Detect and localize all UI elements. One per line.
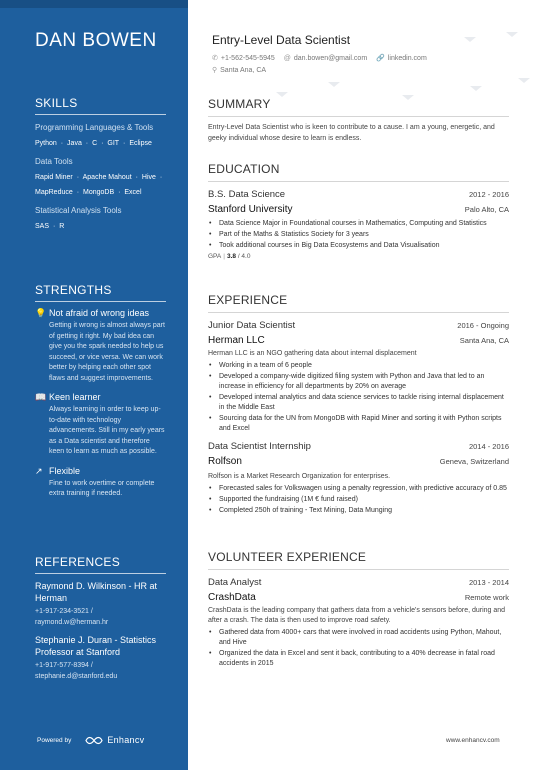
volunteer-dates: 2013 - 2014 [468, 578, 509, 587]
reference-email[interactable]: raymond.w@herman.hr [35, 618, 109, 626]
skill-tag: GIT [107, 140, 120, 147]
list-item: • Working in a team of 6 people [208, 361, 509, 371]
list-item: • Developed a company-wide digitized filing system with Python and Java that led to an increase in efficiency for all departments by 20% on average [208, 372, 509, 392]
chevron-decoration [506, 32, 518, 37]
experience-section [208, 293, 509, 517]
school-location: Palo Alto, CA [464, 205, 509, 214]
reference-contact [35, 661, 166, 682]
strength-description: Fine to work overtime or complete extra training if needed. [49, 479, 155, 497]
link-icon: 🔗 [376, 55, 385, 62]
gpa-separator: | [223, 253, 225, 260]
degree: B.S. Data Science [208, 189, 286, 200]
reference-item [35, 634, 166, 682]
reference-contact [35, 607, 166, 628]
skill-separator: · [101, 140, 104, 147]
enhancv-logo[interactable] [85, 735, 144, 745]
list-item: • Sourcing data for the UN from MongoDB with Rapid Miner and sorting it with Python scripts and Excel [208, 414, 509, 434]
list-item: • Developed internal analytics and data science services to tackle rising internal displacement in the Middle East [208, 393, 509, 413]
education-section [208, 162, 509, 260]
list-item: • Supported the fundraising (1M € fund raised) [208, 495, 509, 505]
skill-separator: · [60, 140, 64, 147]
school-name: Stanford University [208, 204, 293, 215]
volunteer-org: CrashData [208, 592, 256, 603]
phone-icon: ✆ [212, 55, 218, 62]
job-role: Data Scientist Internship [208, 441, 311, 452]
list-item: • Part of the Maths & Statistics Society for 3 years [208, 230, 509, 240]
strength-item [35, 392, 166, 458]
skills-title: SKILLS [35, 96, 166, 115]
education-dates: 2012 - 2016 [468, 190, 509, 199]
skill-tag: Rapid Miner [35, 174, 73, 181]
company-description: Herman LLC is an NGO gathering data about internal displacement [208, 350, 417, 357]
volunteer-section [208, 550, 509, 670]
job-location: Santa Ana, CA [459, 336, 509, 345]
footer-url[interactable]: www.enhancv.com [446, 737, 500, 744]
summary-title: SUMMARY [208, 97, 509, 117]
gpa-label: GPA [208, 253, 222, 260]
gpa [208, 253, 509, 260]
strength-description: Always learning in order to keep up-to-date with technology advancements. Still in my early years as a Data scientist and therefore keen to learn as much as possible. [49, 406, 165, 455]
skill-separator: · [52, 223, 56, 230]
job-bullets [208, 484, 509, 516]
sidebar [0, 0, 188, 770]
volunteer-role: Data Analyst [208, 577, 262, 588]
reference-email[interactable]: stephanie.d@stanford.edu [35, 672, 118, 680]
linkedin-contact[interactable] [376, 53, 427, 65]
strengths-title: STRENGTHS [35, 283, 166, 302]
job-location: Geneva, Switzerland [439, 457, 509, 466]
skill-tag: MapReduce [35, 189, 73, 196]
job-title: Entry-Level Data Scientist [212, 33, 351, 47]
chevron-decoration [470, 86, 482, 91]
location-contact [212, 65, 266, 77]
skill-tag: Eclipse [129, 140, 152, 147]
job-dates: 2014 - 2016 [468, 442, 509, 451]
share-icon: ↗ [35, 465, 43, 476]
strength-item [35, 308, 166, 384]
phone-text: +1-562-545-5945 [220, 55, 275, 62]
strength-title: Keen learner [49, 392, 101, 402]
strength-description: Getting it wrong is almost always part of getting it right. My bad idea can give you the spark needed to help us succeed, or vice versa. We can work better by helping each other spot flaws and suggest improvements. [49, 322, 165, 382]
skill-group-title: Statistical Analysis Tools [35, 206, 122, 215]
skill-separator: · [118, 189, 121, 196]
skill-tag: Hive [141, 174, 156, 181]
contact-info [212, 53, 436, 77]
references-section [35, 555, 166, 688]
skill-tag: SAS [35, 223, 50, 230]
enhancv-brand: Enhancv [107, 735, 145, 745]
list-item: • Gathered data from 4000+ cars that were involved in road accidents using Python, Mahout, and Hive [208, 628, 509, 648]
references-title: REFERENCES [35, 555, 166, 574]
powered-by [37, 735, 144, 745]
skill-line [35, 188, 166, 198]
volunteer-title: VOLUNTEER EXPERIENCE [208, 550, 509, 570]
skill-group [35, 122, 166, 149]
job-role: Junior Data Scientist [208, 320, 296, 331]
skill-tag: MongoDB [83, 189, 115, 196]
location-pin-icon: ⚲ [212, 67, 218, 74]
skill-separator: · [76, 174, 80, 181]
volunteer-description: CrashData is the leading company that gathers data from a vehicle's sensors before, during and after a crash. The data is then used to improve road safety. [208, 607, 506, 624]
gpa-value: 3.8 [226, 253, 236, 260]
skill-separator: · [123, 140, 126, 147]
skill-group [35, 205, 166, 232]
strength-item [35, 466, 166, 500]
volunteer-location: Remote work [464, 593, 509, 602]
experience-title: EXPERIENCE [208, 293, 509, 313]
skill-line [35, 173, 166, 183]
skill-group-title: Programming Languages & Tools [35, 123, 154, 132]
at-icon: @ [283, 55, 291, 62]
lightbulb-icon: 💡 [35, 308, 47, 318]
skill-tag: Excel [124, 189, 142, 196]
skill-group-title: Data Tools [35, 157, 73, 166]
linkedin-text: linkedin.com [387, 55, 427, 62]
reference-item [35, 580, 166, 628]
strength-title: Flexible [49, 465, 81, 476]
skills-section [35, 96, 166, 237]
summary-section [208, 97, 509, 144]
email-text: dan.bowen@gmail.com [293, 55, 368, 62]
reference-name: Stephanie J. Duran - Statistics Professor at Stanford [35, 635, 157, 657]
skill-tag: Apache Mahout [82, 174, 132, 181]
list-item: • Took additional courses in Big Data Ecosystems and Data Visualisation [208, 241, 509, 251]
skill-tag: R [59, 223, 65, 230]
chevron-decoration [328, 82, 340, 87]
chevron-decoration [464, 37, 476, 42]
powered-by-label: Powered by [37, 736, 72, 744]
list-item: • Organized the data in Excel and sent it back, contributing to a 40% decrease in fatal road accidents in 2015 [208, 649, 509, 669]
experience-entry [208, 440, 509, 516]
company-description: Rolfson is a Market Research Organization for enterprises. [208, 473, 391, 480]
location-text: Santa Ana, CA [220, 67, 267, 74]
phone-contact[interactable] [212, 53, 275, 65]
skill-group [35, 156, 166, 198]
list-item: • Data Science Major in Foundational courses in Mathematics, Computing and Statistics [208, 219, 509, 229]
enhancv-logo-icon [85, 736, 103, 745]
chevron-decoration [518, 78, 530, 83]
skill-separator: · [76, 189, 80, 196]
summary-text: Entry-Level Data Scientist who is keen to contribute to a cause. I am a young, energetic, and geeky individual whose desire to learn is endless. [208, 124, 495, 142]
list-item: • Completed 250h of training - Text Mining, Data Munging [208, 506, 509, 516]
skill-line [35, 139, 166, 149]
skill-separator: · [135, 174, 138, 181]
skill-separator: · [159, 174, 163, 181]
company-name: Rolfson [208, 456, 242, 467]
gpa-max: / 4.0 [237, 253, 251, 260]
skill-line [35, 222, 166, 232]
reference-phone: +1-917-234-3521 / [35, 608, 93, 615]
strengths-section [35, 283, 166, 508]
candidate-name: DAN BOWEN [35, 30, 157, 51]
reference-phone: +1-917-577-8394 / [35, 662, 93, 669]
strength-title: Not afraid of wrong ideas [49, 308, 150, 318]
education-title: EDUCATION [208, 162, 509, 182]
email-contact[interactable] [284, 53, 367, 65]
book-icon: 📖 [35, 392, 47, 402]
volunteer-bullets [208, 628, 509, 669]
list-item: • Forecasted sales for Volkswagen using a penalty regression, with predictive accuracy of 0.85 [208, 484, 509, 494]
reference-name: Raymond D. Wilkinson - HR at Herman [35, 581, 158, 603]
sidebar-top-bar [0, 0, 188, 8]
skill-tag: Python [35, 140, 57, 147]
skill-tag: C [92, 140, 98, 147]
skill-separator: · [85, 140, 89, 147]
skill-tag: Java [67, 140, 82, 147]
education-bullets [208, 219, 509, 251]
company-name: Herman LLC [208, 335, 265, 346]
job-dates: 2016 - Ongoing [457, 321, 509, 330]
job-bullets [208, 361, 509, 434]
experience-entry [208, 319, 509, 434]
